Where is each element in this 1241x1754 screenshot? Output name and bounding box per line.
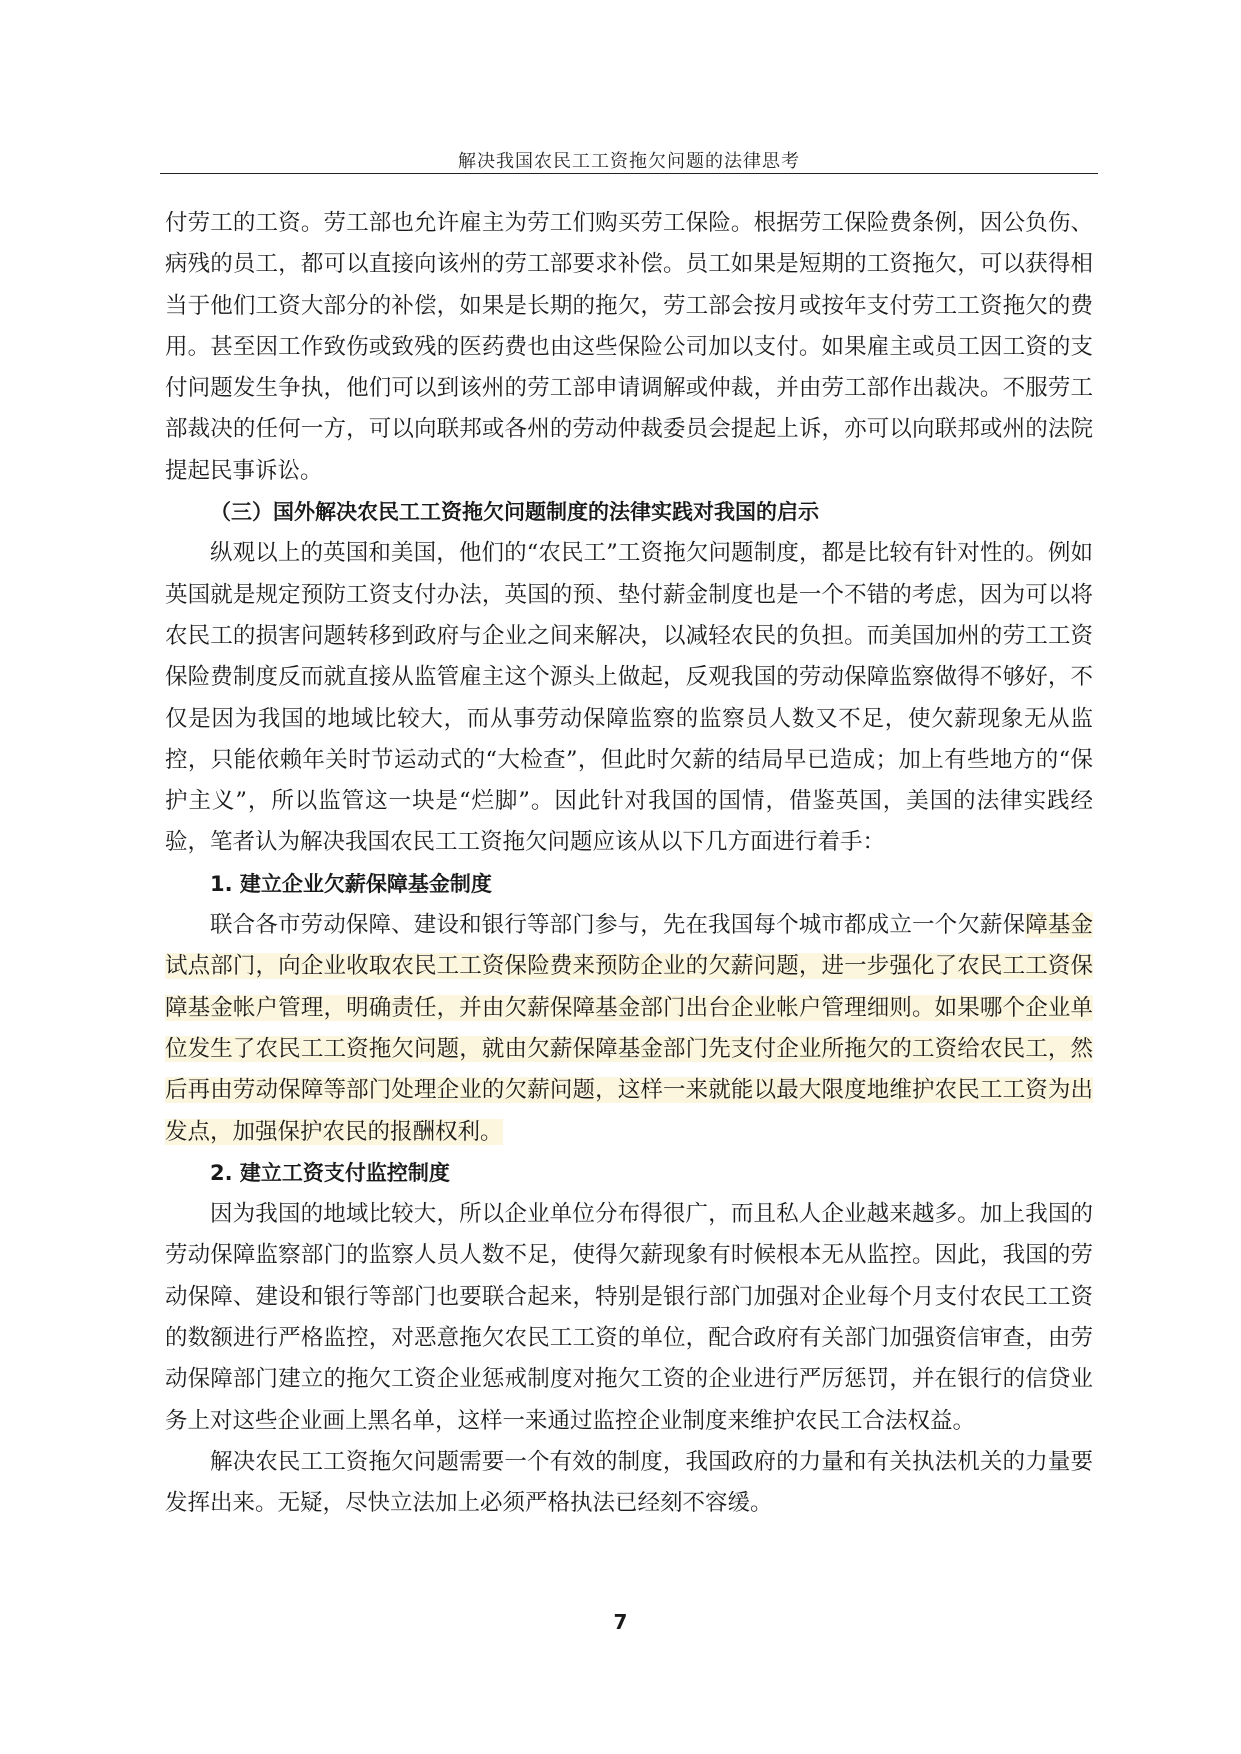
paragraph-5: 解决农民工工资拖欠问题需要一个有效的制度，我国政府的力量和有关执法机关的力量要发挥出来。无疑，尽快立法加上必须严格执法已经刻不容缓。 <box>165 1448 1093 1517</box>
paragraph-4: 因为我国的地域比较大，所以企业单位分布得很广，而且私人企业越来越多。加上我国的劳动保障监察部门的监察人员人数不足，使得欠薪现象有时候根本无从监控。因此，我国的劳动保障、建设和银行等部门也要联合起来，特别是银行部门加强对企业每个月支付农民工工资的数额进行严格监控，对恶意拖欠农民工工资的单位，配合政府有关部门加强资信审查，由劳动保障部门建立的拖欠工资企业惩戒制度对拖欠工资的企业进行严厉惩罚，并在银行的信贷业务上对这些企业画上黑名单，这样一来通过监控企业制度来维护农民工合法权益。 <box>165 1201 1093 1434</box>
paragraph-3 <box>165 905 1093 1153</box>
header-rule <box>160 173 1098 174</box>
document-body <box>165 203 1093 1525</box>
subsection-heading-1: 1. 建立企业欠薪保障基金制度 <box>210 871 492 896</box>
running-header: 解决我国农民工工资拖欠问题的法律思考 <box>458 151 800 172</box>
highlighted-text: 障基金试点部门，向企业收取农民工工资保险费来预防企业的欠薪问题，进一步强化了农民工工资保障基金帐户管理，明确责任，并由欠薪保障基金部门出台企业帐户管理细则。如果哪个企业单位发生了农民工工资拖欠问题，就由欠薪保障基金部门先支付企业所拖欠的工资给农民工，然后再由劳动保障等部门处理企业的欠薪问题，这样一来就能以最大限度地维护农民工工资为出发点，加强保护农民的报酬权利。 <box>165 912 1093 1145</box>
page-number: 7 <box>613 1610 628 1634</box>
paragraph-3-start: 联合各市劳动保障、建设和银行等部门参与，先在我国每个城市都成立一个欠薪保 <box>210 912 1026 939</box>
paragraph-1: 付劳工的工资。劳工部也允许雇主为劳工们购买劳工保险。根据劳工保险费条例，因公负伤、病残的员工，都可以直接向该州的劳工部要求补偿。员工如果是短期的工资拖欠，可以获得相当于他们工资大部分的补偿，如果是长期的拖欠，劳工部会按月或按年支付劳工工资拖欠的费用。甚至因工作致伤或致残的医药费也由这些保险公司加以支付。如果雇主或员工因工资的支付问题发生争执，他们可以到该州的劳工部申请调解或仲裁，并由劳工部作出裁决。不服劳工部裁决的任何一方，可以向联邦或各州的劳动仲裁委员会提起上诉，亦可以向联邦或州的法院提起民事诉讼。 <box>165 210 1093 484</box>
subsection-heading-2: 2. 建立工资支付监控制度 <box>210 1160 450 1185</box>
paragraph-2: 纵观以上的英国和美国，他们的“农民工”工资拖欠问题制度，都是比较有针对性的。例如英国就是规定预防工资支付办法，英国的预、垫付薪金制度也是一个不错的考虑，因为可以将农民工的损害问题转移到政府与企业之间来解决，以减轻农民的负担。而美国加州的劳工工资保险费制度反而就直接从监管雇主这个源头上做起，反观我国的劳动保障监察做得不够好，不仅是因为我国的地域比较大，而从事劳动保障监察的监察员人数又不足，使欠薪现象无从监控，只能依赖年关时节运动式的“大检查”，但此时欠薪的结局早已造成；加上有些地方的“保护主义”，所以监管这一块是“烂脚”。因此针对我国的国情，借鉴英国，美国的法律实践经验，笔者认为解决我国农民工工资拖欠问题应该从以下几方面进行着手： <box>165 540 1093 856</box>
section-heading-3: （三）国外解决农民工工资拖欠问题制度的法律实践对我国的启示 <box>210 500 819 525</box>
